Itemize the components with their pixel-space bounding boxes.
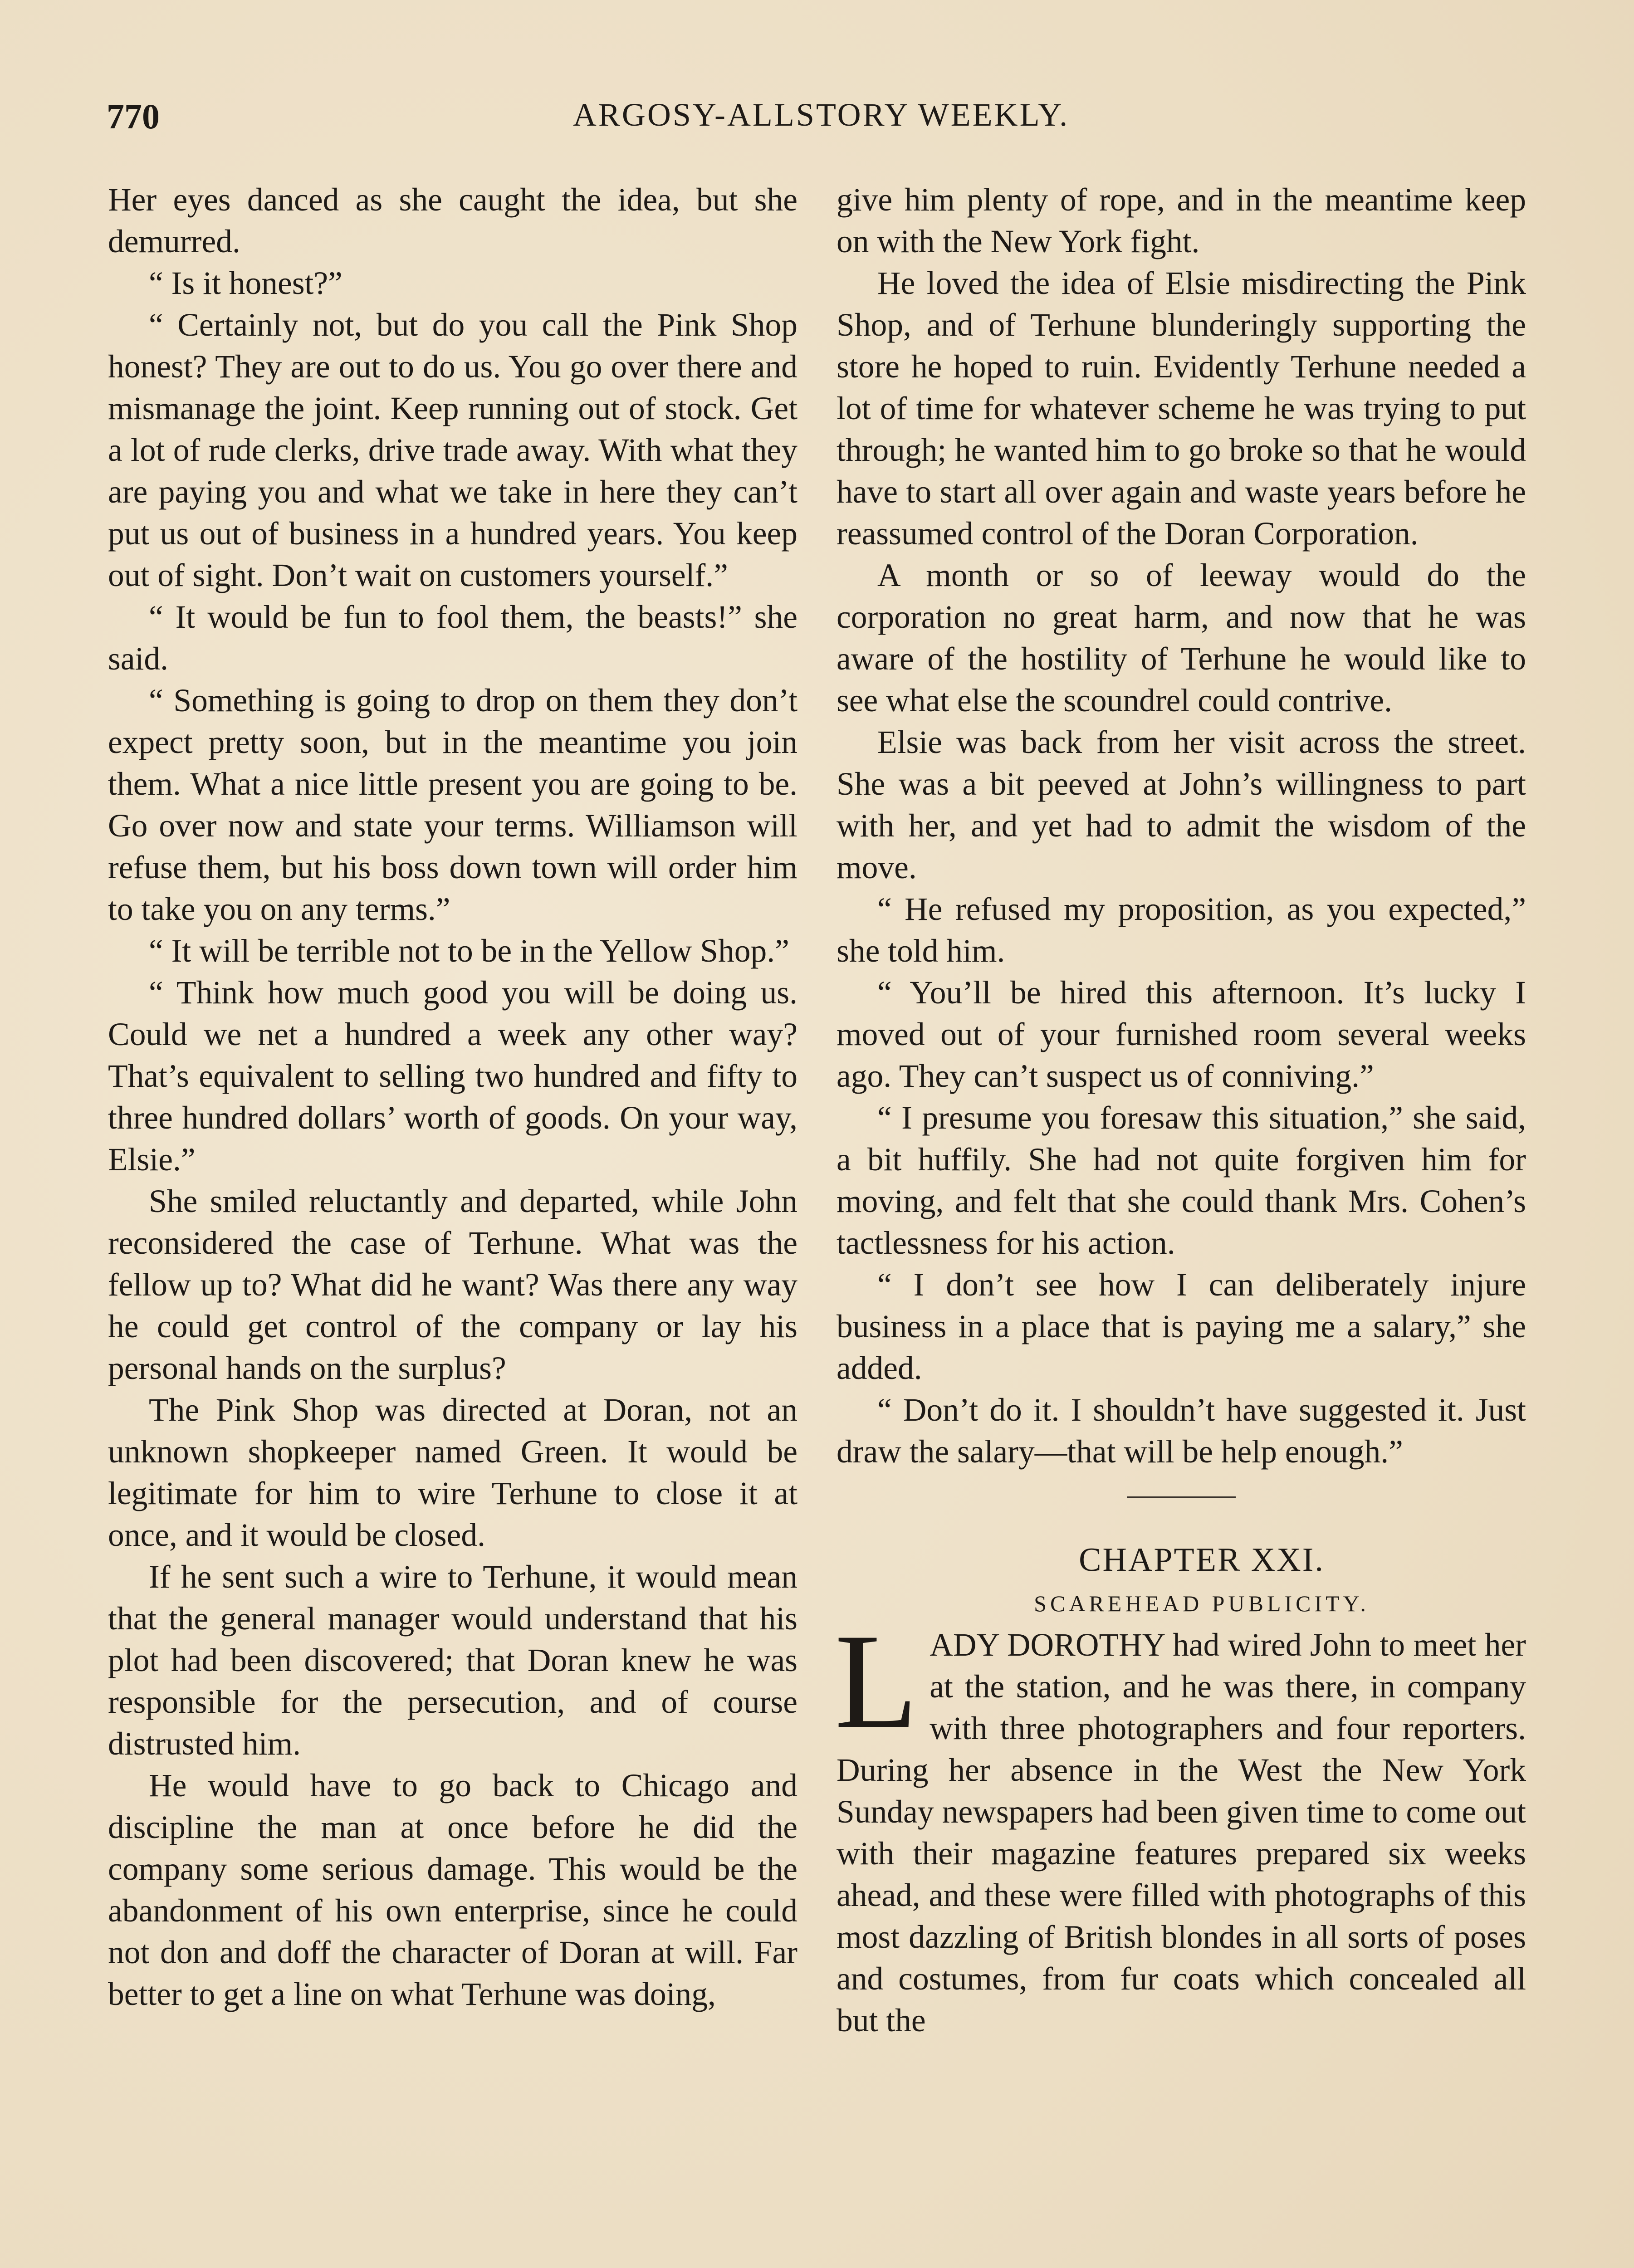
paragraph: give him plenty of rope, and in the meantime keep on with the New York fight. [837, 182, 1526, 259]
paragraph: “ It will be terrible not to be in the Yellow Shop.” [149, 933, 789, 969]
left-column [108, 179, 797, 2015]
chapter-opening-paragraph [835, 1606, 1526, 2042]
paragraph: “ He refused my proposition, as you expected,” she told him. [837, 891, 1526, 969]
paragraph: “ Is it honest?” [149, 265, 342, 301]
paragraph: The Pink Shop was directed at Doran, not an unknown shopkeeper named Green. It would be legitimate for him to wire Terhune to close it at once, and it would be closed. [108, 1392, 797, 1553]
paragraph: He loved the idea of Elsie misdirecting the Pink Shop, and of Terhune blunderingly supporting the store he hoped to ruin. Evidently Terhune needed a lot of time for whatever scheme he was trying to put through; he wanted him to go broke so that he would have to start all over again and waste years before he reassumed control of the Doran Corporation. [837, 265, 1526, 552]
paragraph: “ Think how much good you will be doing us. Could we net a hundred a week any other way? That’s equivalent to selling two hundred and fifty to three hundred dollars’ worth of goods. On your way, Elsie.” [108, 975, 797, 1178]
chapter-title: CHAPTER XXI. [1079, 1541, 1325, 1579]
running-title: ARGOSY-ALLSTORY WEEKLY. [572, 97, 1070, 133]
page-number: 770 [107, 97, 160, 136]
right-column [837, 179, 1526, 2042]
paragraph: “ I presume you foresaw this situation,” she said, a bit huffily. She had not quite forgiven him for moving, and felt that she could thank Mrs. Cohen’s tactlessness for his action. [837, 1100, 1526, 1261]
paragraph: “ I don’t see how I can deliberately injure business in a place that is paying me a salary,” she added. [837, 1267, 1526, 1386]
paragraph: If he sent such a wire to Terhune, it would mean that the general manager would understand that his plot had been discovered; that Doran knew he was responsible for the persecution, and of course distrusted him. [108, 1559, 797, 1762]
chapter-subtitle: SCAREHEAD PUBLICITY. [1034, 1591, 1370, 1616]
paragraph: Her eyes danced as she caught the idea, but she demurred. [108, 182, 797, 259]
drop-cap: L [835, 1606, 918, 1756]
paragraph: Elsie was back from her visit across the street. She was a bit peeved at John’s willingness to part with her, and yet had to admit the wisdom of the move. [837, 724, 1526, 885]
paragraph: He would have to go back to Chicago and discipline the man at once before he did the company some serious damage. This would be the abandonment of his own enterprise, since he could not don and doff the character of Doran at will. Far better to get a line on what Terhune was doing, [108, 1768, 797, 2012]
paragraph: “ Certainly not, but do you call the Pink Shop honest? They are out to do us. You go over there and mismanage the joint. Keep running out of stock. Get a lot of rude clerks, drive trade away. With what they are paying you and what we take in here they can’t put us out of business in a hundred years. You keep out of sight. Don’t wait on customers yourself.” [108, 307, 797, 593]
section-divider [1127, 1496, 1236, 1498]
chapter-opening-text: ADY DOROTHY had wired John to meet her at the station, and he was there, in company with three photographers and four reporters. During her absence in the West the New York Sunday newspapers had been given time to come out with their magazine features prepared six weeks ahead, and these were filled with photographs of this most dazzling of British blondes in all sorts of poses and costumes, from fur coats which concealed all but the [837, 1627, 1526, 2038]
paragraph: “ Something is going to drop on them they don’t expect pretty soon, but in the meantime you join them. What a nice little present you are going to be. Go over now and state your terms. Williamson will refuse them, but his boss down town will order him to take you on any terms.” [108, 683, 797, 927]
paragraph: “ It would be fun to fool them, the beasts!” she said. [108, 599, 797, 677]
paragraph: A month or so of leeway would do the corporation no great harm, and now that he was aware of the hostility of Terhune he would like to see what else the scoundrel could contrive. [837, 557, 1526, 719]
paragraph: “ You’ll be hired this afternoon. It’s lucky I moved out of your furnished room several weeks ago. They can’t suspect us of conniving.” [837, 975, 1526, 1094]
paragraph: “ Don’t do it. I shouldn’t have suggested it. Just draw the salary—that will be help enough.” [837, 1392, 1526, 1470]
page-header [107, 96, 1536, 146]
paragraph: She smiled reluctantly and departed, while John reconsidered the case of Terhune. What was the fellow up to? What did he want? Was there any way he could get control of the company or lay his personal hands on the surplus? [108, 1183, 797, 1386]
